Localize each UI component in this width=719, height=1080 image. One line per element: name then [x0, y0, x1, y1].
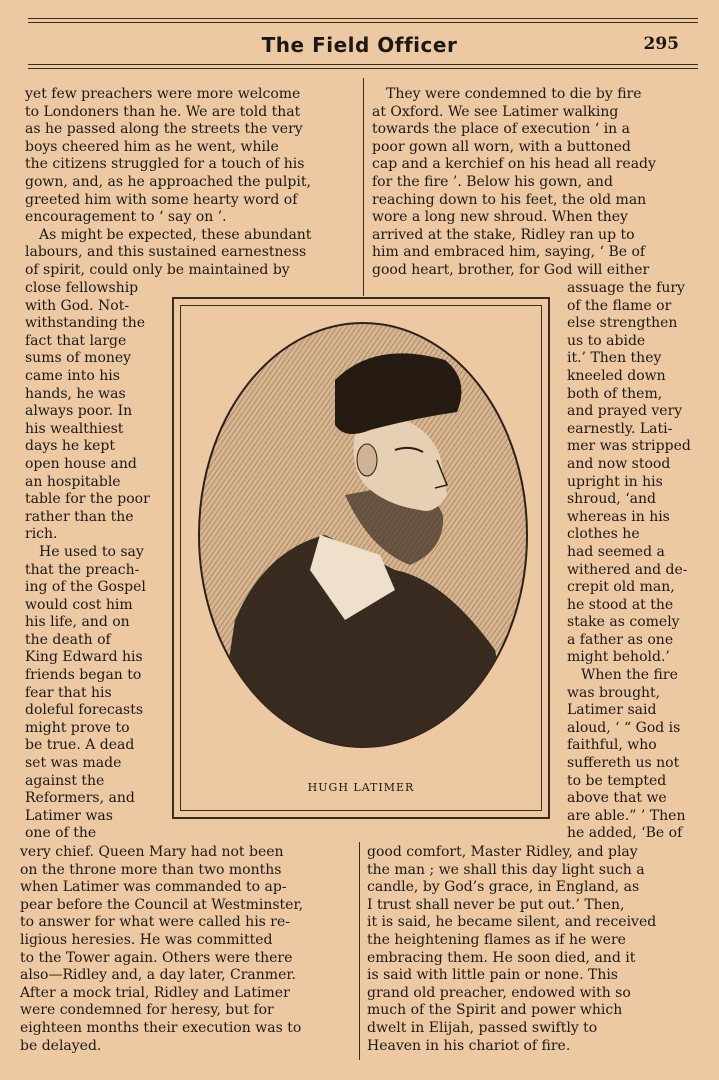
text-line: table for the poor — [25, 491, 150, 508]
text-line: an hospitable — [25, 473, 121, 490]
text-line: set was made — [25, 755, 122, 772]
text-line: open house and — [25, 455, 137, 472]
text-line: rich. — [25, 526, 58, 543]
text-line: yet few preachers were more welcome — [25, 86, 301, 102]
text-line: be delayed. — [20, 1037, 102, 1054]
text-line: was brought, — [567, 684, 661, 701]
text-line: it.’ Then they — [567, 350, 662, 367]
text-line: close fellowship — [25, 280, 139, 296]
text-line: whereas in his — [567, 508, 670, 525]
column-divider-top — [363, 78, 364, 296]
text-line: to the Tower again. Others were there — [20, 949, 293, 966]
text-line: sums of money — [25, 350, 132, 367]
text-line: of the flame or — [567, 297, 672, 314]
text-line: clothes he — [567, 526, 640, 543]
text-line: He used to say — [39, 543, 144, 560]
text-line: one of the — [25, 825, 97, 842]
text-line: candle, by God’s grace, in England, as — [367, 879, 640, 896]
text-line: his life, and on — [25, 614, 130, 631]
left-column-bottom — [20, 844, 348, 1055]
text-line: when Latimer was commanded to ap- — [20, 879, 287, 896]
text-line: Latimer said — [567, 702, 657, 719]
text-line: be true. A dead — [25, 737, 135, 754]
header-top-rule — [28, 18, 698, 19]
text-line: as he passed along the streets the very — [25, 121, 303, 138]
text-line: doleful forecasts — [25, 702, 144, 719]
text-line: earnestly. Lati- — [567, 420, 673, 437]
text-line: always poor. In — [25, 403, 133, 420]
text-line: on the throne more than two months — [20, 861, 282, 878]
text-line: grand old preacher, endowed with so — [367, 984, 631, 1001]
header-bottom-rule — [28, 64, 698, 65]
text-line: stake as comely — [567, 614, 680, 631]
text-line: good heart, brother, for God will either — [372, 261, 650, 278]
text-line: crepit old man, — [567, 579, 675, 596]
text-line: fact that large — [25, 332, 127, 349]
text-line: eighteen months their execution was to — [20, 1019, 302, 1036]
text-line: might behold.’ — [567, 649, 670, 666]
text-line: They were condemned to die by fire — [386, 86, 642, 102]
text-line: gown, and, as he approached the pulpit, — [25, 173, 311, 190]
text-line: As might be expected, these abundant — [39, 226, 312, 243]
text-line: also—Ridley and, a day later, Cranmer. — [20, 967, 296, 984]
text-line: of spirit, could only be maintained by — [25, 261, 290, 278]
text-line: suffereth us not — [567, 755, 680, 772]
text-line: had seemed a — [567, 543, 665, 560]
text-line: towards the place of execution ‘ in a — [372, 121, 630, 138]
text-line: friends began to — [25, 667, 142, 684]
text-line: much of the Spirit and power which — [367, 1002, 623, 1019]
text-line: After a mock trial, Ridley and Latimer — [20, 984, 290, 1001]
text-line: and prayed very — [567, 403, 683, 420]
text-line: to Londoners than he. We are told that — [25, 103, 301, 120]
text-line: above that we — [567, 790, 667, 807]
header-bottom-rule-thin — [28, 68, 698, 69]
text-line: wore a long new shroud. When they — [372, 209, 628, 226]
text-line: King Edward his — [25, 649, 143, 666]
text-line: dwelt in Elijah, passed swiftly to — [367, 1019, 598, 1036]
text-line: with God. Not- — [25, 297, 130, 314]
portrait-caption: HUGH LATIMER — [307, 781, 415, 794]
text-line: labours, and this sustained earnestness — [25, 244, 307, 261]
text-line: for the fire ’. Below his gown, and — [372, 173, 613, 190]
text-line: is said with little pain or none. This — [367, 967, 618, 984]
text-line: came into his — [25, 367, 120, 384]
text-line: I trust shall never be put out.’ Then, — [367, 896, 625, 913]
text-line: good comfort, Master Ridley, and play — [367, 844, 638, 860]
text-line: Latimer was — [25, 807, 113, 824]
text-line: are able.” ’ Then — [567, 807, 686, 824]
text-line: withered and de- — [567, 561, 688, 578]
text-line: assuage the fury — [567, 280, 685, 296]
right-column-top — [372, 86, 699, 280]
text-line: would cost him — [25, 596, 133, 613]
text-line: withstanding the — [25, 315, 146, 332]
page-number: 295 — [643, 34, 679, 54]
text-line: the heightening flames as if he were — [367, 931, 626, 948]
text-line: to be tempted — [567, 772, 667, 789]
text-line: arrived at the stake, Ridley ran up to — [372, 226, 635, 243]
header-top-rule-thin — [28, 22, 698, 23]
text-line: that the preach- — [25, 561, 140, 578]
text-line: us to abide — [567, 332, 646, 349]
text-line: the death of — [25, 631, 111, 648]
text-line: days he kept — [25, 438, 115, 455]
text-line: kneeled down — [567, 367, 666, 384]
left-column-top — [25, 86, 353, 280]
text-line: he added, ‘Be of — [567, 825, 683, 842]
text-line: ligious heresies. He was committed — [20, 931, 273, 948]
left-column-narrow — [25, 280, 157, 843]
text-line: mer was stripped — [567, 438, 691, 455]
text-line: faithful, who — [567, 737, 657, 754]
text-line: encouragement to ‘ say on ’. — [25, 209, 227, 226]
column-divider-bottom — [359, 842, 360, 1060]
text-line: very chief. Queen Mary had not been — [20, 844, 284, 860]
text-line: at Oxford. We see Latimer walking — [372, 103, 619, 120]
right-column-bottom — [367, 844, 694, 1055]
text-line: he stood at the — [567, 596, 674, 613]
text-line: pear before the Council at Westminster, — [20, 896, 304, 913]
text-line: When the fire — [581, 667, 678, 684]
text-line: else strengthen — [567, 315, 678, 332]
running-title: The Field Officer — [261, 33, 458, 57]
text-line: it is said, he became silent, and received — [367, 914, 657, 931]
text-line: rather than the — [25, 508, 134, 525]
text-line: the man ; we shall this day light such a — [367, 861, 645, 878]
text-line: might prove to — [25, 719, 130, 736]
text-line: fear that his — [25, 684, 112, 701]
text-line: against the — [25, 772, 105, 789]
text-line: hands, he was — [25, 385, 126, 402]
text-line: reaching down to his feet, the old man — [372, 191, 647, 208]
text-line: shroud, ‘and — [567, 491, 656, 508]
text-line: a father as one — [567, 631, 674, 648]
text-line: ing of the Gospel — [25, 579, 146, 596]
text-line: embracing them. He soon died, and it — [367, 949, 636, 966]
text-line: to answer for what were called his re- — [20, 914, 291, 931]
portrait-engraving — [195, 320, 531, 750]
text-line: poor gown all worn, with a buttoned — [372, 138, 631, 155]
text-line: cap and a kerchief on his head all ready — [372, 156, 656, 173]
text-line: Reformers, and — [25, 790, 135, 807]
text-line: were condemned for heresy, but for — [20, 1002, 274, 1019]
text-line: him and embraced him, saying, ‘ Be of — [372, 244, 646, 261]
right-column-narrow — [567, 280, 699, 843]
text-line: Heaven in his chariot of fire. — [367, 1037, 571, 1054]
text-line: the citizens struggled for a touch of his — [25, 156, 305, 173]
text-line: and now stood — [567, 455, 671, 472]
text-line: aloud, ‘ “ God is — [567, 719, 681, 736]
text-line: greeted him with some hearty word of — [25, 191, 298, 208]
portrait-figure — [172, 297, 550, 819]
portrait-frame — [180, 305, 542, 811]
text-line: upright in his — [567, 473, 663, 490]
text-line: boys cheered him as he went, while — [25, 138, 279, 155]
text-line: his wealthiest — [25, 420, 124, 437]
text-line: both of them, — [567, 385, 663, 402]
